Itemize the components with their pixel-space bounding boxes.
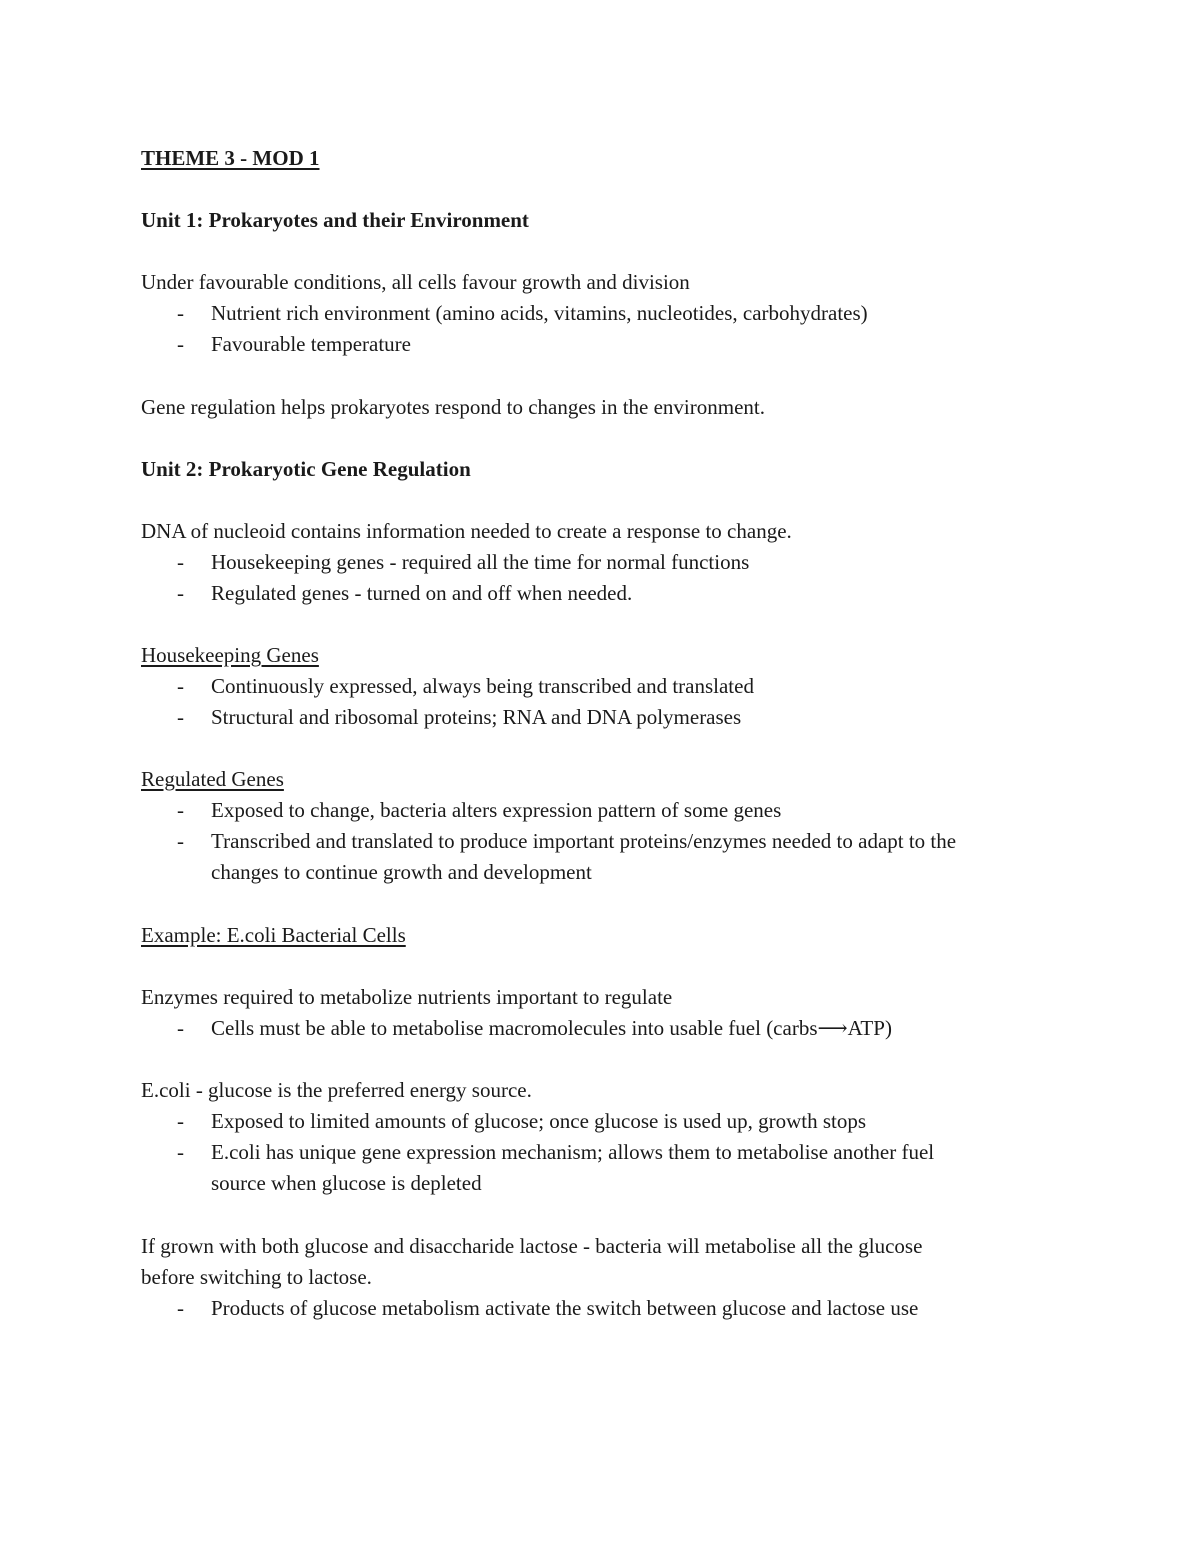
bullet-dash: - [177,581,184,605]
list-item-text: Nutrient rich environment (amino acids, vitamins, nucleotides, carbohydrates) [211,301,868,325]
bullet-dash: - [177,1296,184,1320]
example-heading: Example: E.coli Bacterial Cells [141,923,406,947]
list-item-text: Transcribed and translated to produce important proteins/enzymes needed to adapt to the [211,829,957,853]
bullet-dash: - [177,798,184,822]
bullet-dash: - [177,705,184,729]
bullet-dash: - [177,550,184,574]
unit1-intro: Under favourable conditions, all cells favour growth and division [141,270,690,294]
housekeeping-heading: Housekeeping Genes [141,643,319,667]
bullet-dash: - [177,332,184,356]
ecoli-intro: E.coli - glucose is the preferred energy source. [141,1078,532,1102]
bullet-dash: - [177,829,184,853]
bullet-dash: - [177,1016,184,1040]
lactose-paragraph-line2: before switching to lactose. [141,1265,372,1289]
bullet-dash: - [177,674,184,698]
list-item-text: Exposed to change, bacteria alters expression pattern of some genes [211,798,782,822]
list-item-text: Continuously expressed, always being transcribed and translated [211,674,754,698]
unit1-heading: Unit 1: Prokaryotes and their Environment [141,208,529,232]
unit2-heading: Unit 2: Prokaryotic Gene Regulation [141,457,471,481]
lactose-paragraph-line1: If grown with both glucose and disaccharide lactose - bacteria will metabolise all the glucose [141,1234,923,1258]
unit1-closing: Gene regulation helps prokaryotes respond to changes in the environment. [141,395,765,419]
regulated-heading: Regulated Genes [141,767,284,791]
list-item-text: Products of glucose metabolism activate the switch between glucose and lactose use [211,1296,919,1320]
list-item-text: Cells must be able to metabolise macromolecules into usable fuel (carbs⟶ATP) [211,1016,892,1040]
list-item-text: Housekeeping genes - required all the time for normal functions [211,550,750,574]
list-item-text: Favourable temperature [211,332,411,356]
list-item-text: Structural and ribosomal proteins; RNA and DNA polymerases [211,705,742,729]
list-item-continuation: changes to continue growth and development [211,860,592,884]
list-item-text: E.coli has unique gene expression mechanism; allows them to metabolise another fuel [211,1140,935,1164]
document-title: THEME 3 - MOD 1 [141,146,320,170]
list-item-text: Regulated genes - turned on and off when needed. [211,581,633,605]
bullet-dash: - [177,1140,184,1164]
bullet-dash: - [177,1109,184,1133]
bullet-dash: - [177,301,184,325]
example-intro: Enzymes required to metabolize nutrients important to regulate [141,985,673,1009]
unit2-intro: DNA of nucleoid contains information needed to create a response to change. [141,519,792,543]
list-item-text: Exposed to limited amounts of glucose; once glucose is used up, growth stops [211,1109,866,1133]
list-item-continuation: source when glucose is depleted [211,1171,482,1195]
